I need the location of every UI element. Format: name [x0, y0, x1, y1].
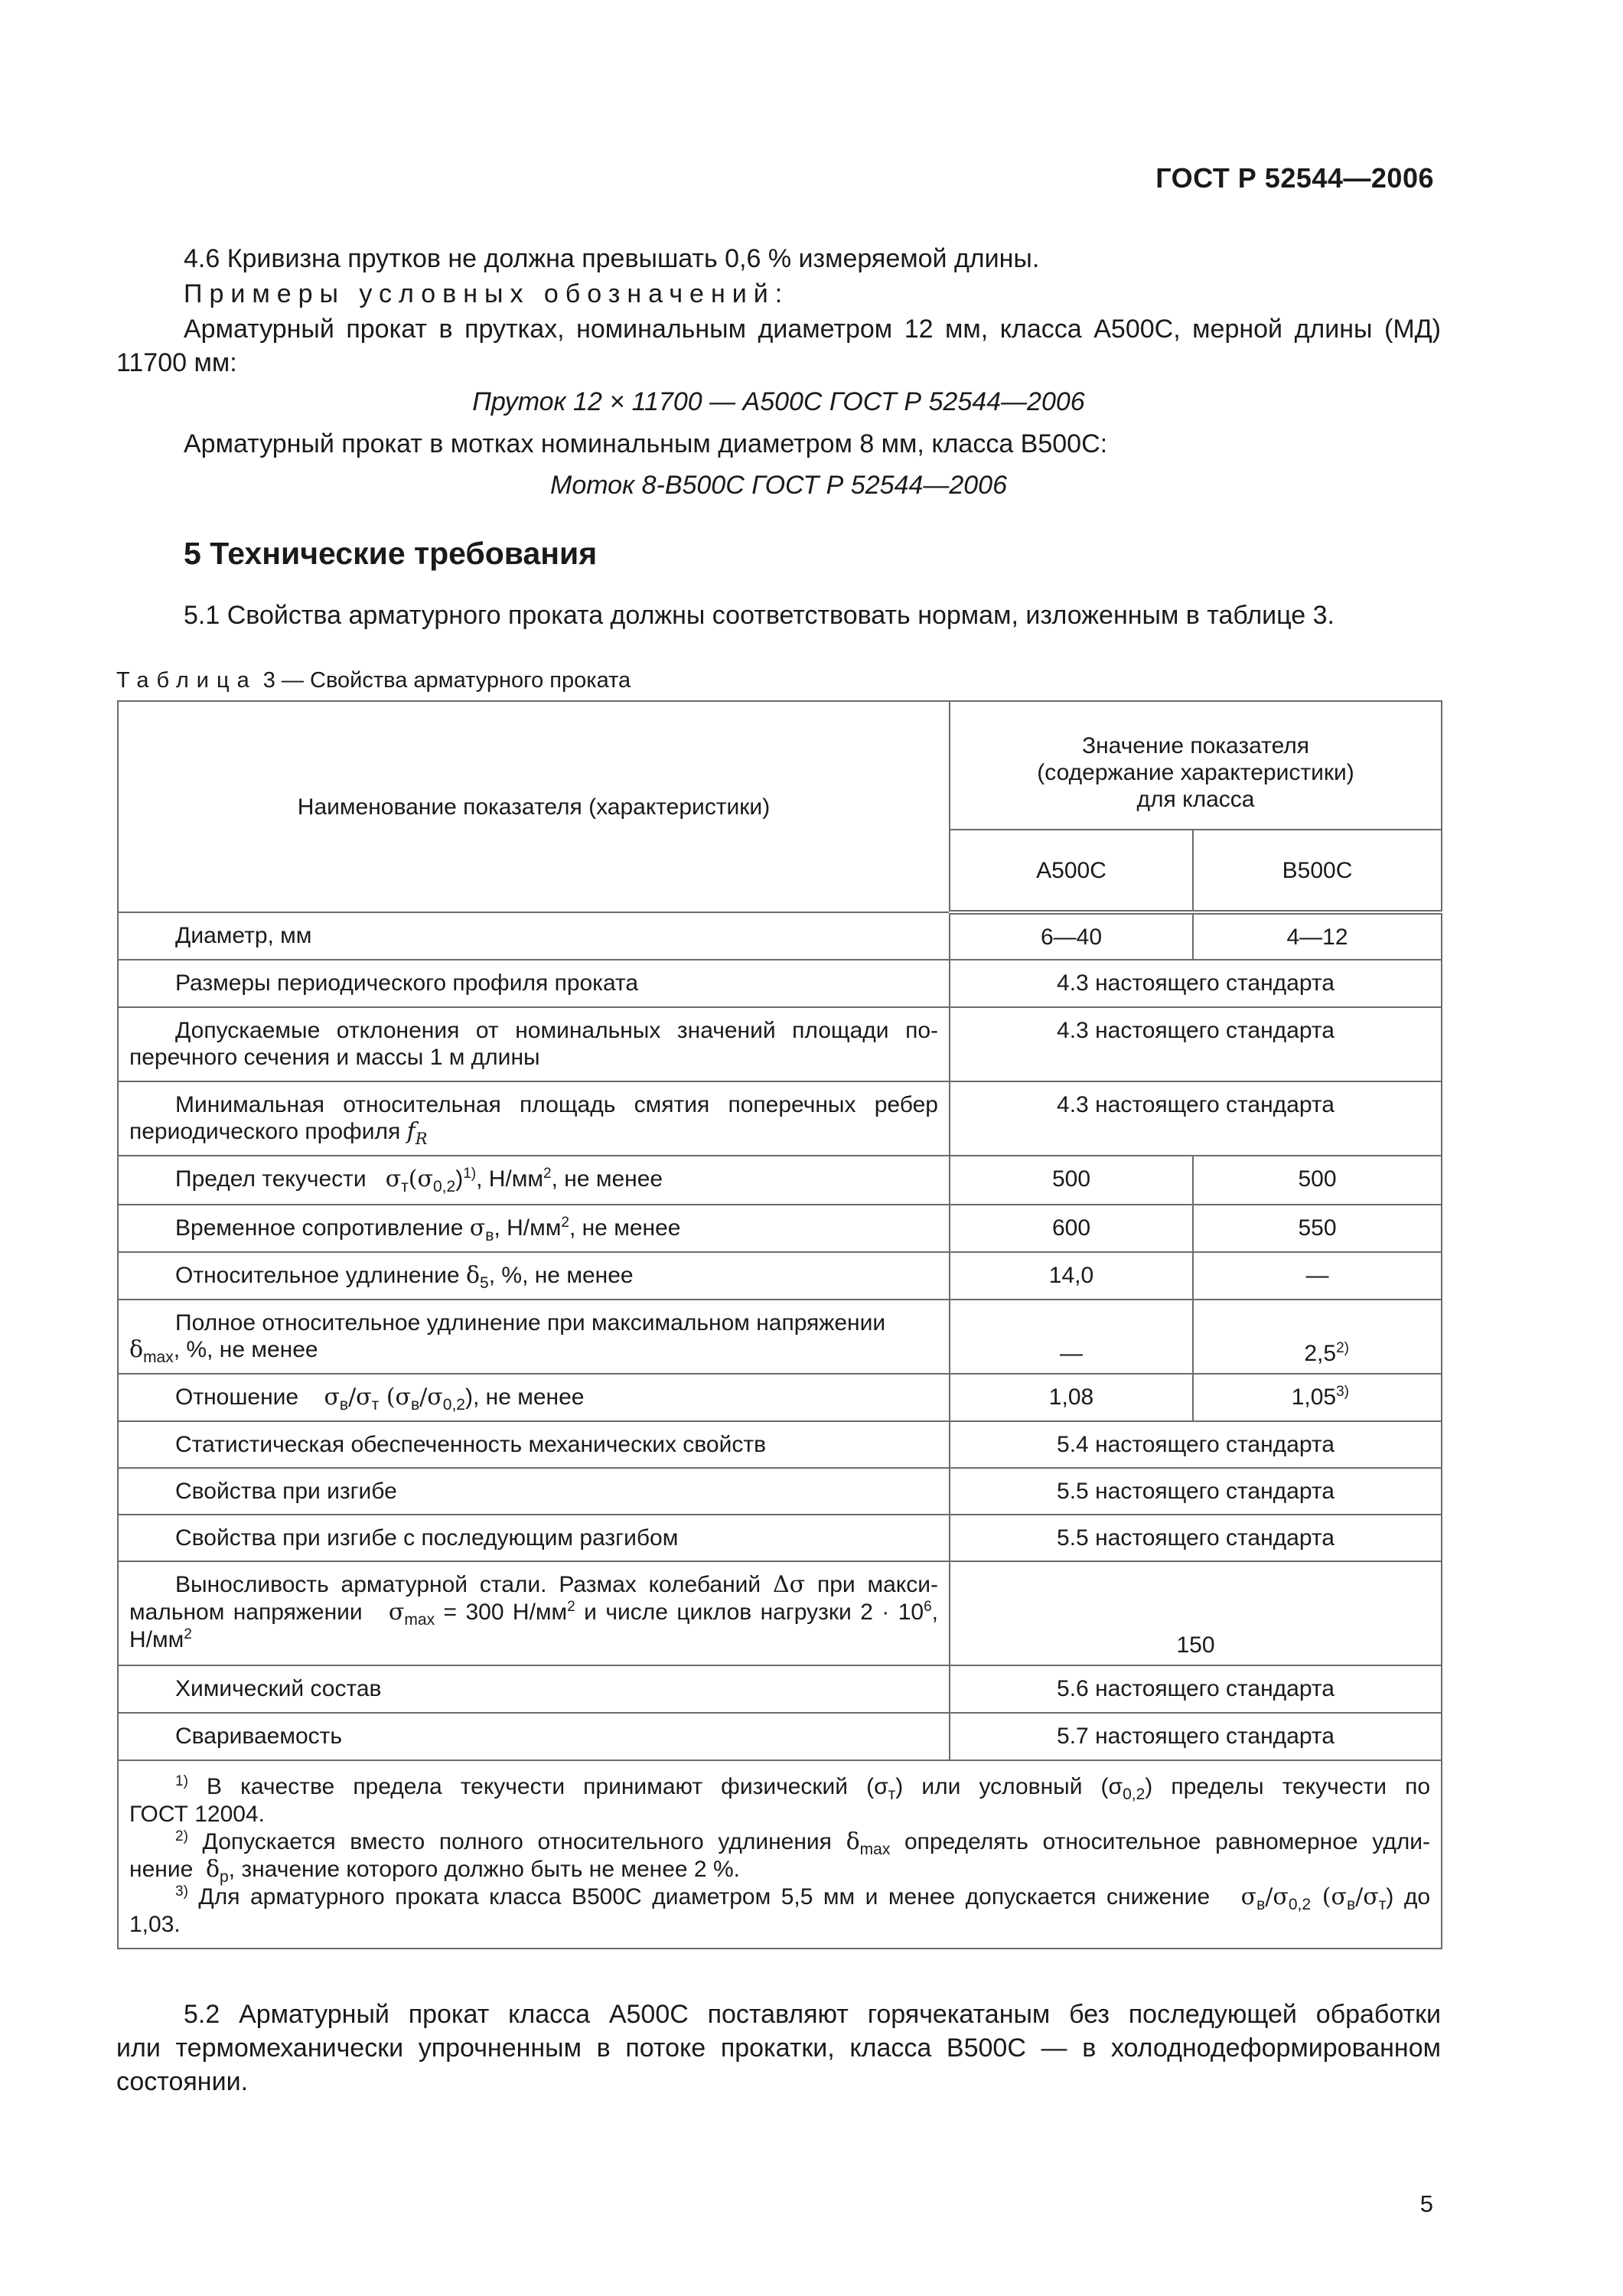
row-rebend-name: Свойства при изгибе с последующим разгибом [118, 1515, 950, 1561]
table-row [118, 1156, 1442, 1205]
table-caption-text: 3 — Свойства арматурного проката [262, 668, 631, 693]
row-tensile-a500c: 600 [950, 1205, 1193, 1252]
row-full-elongation-name: Полное относительное удлинение при максимальном напряжении $\delta_{max}$, %, не менее [118, 1300, 950, 1374]
clause-5-2-line2: или термомеханически упрочненным в потоке прокатки, класса В500С — в холоднодеформированном [116, 2033, 1441, 2063]
row-elongation-name: Относительное удлинение $\delta_5$, %, не менее [118, 1252, 950, 1300]
clause-4-6: 4.6 Кривизна прутков не должна превышать 0,6 % измеряемой длины. [184, 244, 1040, 273]
table-row [118, 1561, 1442, 1665]
table-caption [116, 668, 631, 693]
table-footnotes: $^{1)}$ В качестве предела текучести принимают физический $(\sigma_т)$ или условный $(\sigma_{0,2})$ пределы текучести по ГОСТ 12004. $^{2)}$ Допускается вместо полного относительного удлинения $\delta_{max}$ определять относительное равномерное удли- нение $\delta_p$, значение которого должно быть не менее 2 %. $^{3)}$ Для арматурного проката класса В500С диаметром 5,5 мм и менее допускается снижение $\sigma_в/\sigma_{0,2}$ $(\sigma_в/\sigma_т)$ до 1,03. [118, 1760, 1442, 1949]
row-rib-area-name: Минимальная относительная площадь смятия поперечных ребер периодического профиля $f_R$ [118, 1081, 950, 1156]
header-parameter-name: Наименование показателя (характеристики) [118, 701, 950, 912]
table-notes-row [118, 1760, 1442, 1949]
row-stat-value: 5.4 настоящего стандарта [950, 1421, 1442, 1468]
example1-text: Арматурный прокат в прутках, номинальным диаметром 12 мм, класса А500С, мерной длины (МД) [184, 315, 1441, 344]
row-profile-value: 4.3 настоящего стандарта [950, 960, 1442, 1007]
section-title: 5 Технические требования [184, 536, 598, 571]
footnote-1: $^{1)}$ В качестве предела текучести принимают физический $(\sigma_т)$ или условный $(\sigma_{0,2})$ пределы текучести по [175, 1773, 1431, 1803]
table-row [118, 1515, 1442, 1561]
page-number: 5 [1419, 2190, 1433, 2217]
table-row [118, 1252, 1442, 1300]
row-elongation-b500c: — [1193, 1252, 1442, 1300]
row-diameter-b500c: 4—12 [1193, 912, 1442, 960]
row-yield-name: Предел текучести $\sigma_т(\sigma_{0,2})^{1)}$, $Н/мм^2$, не менее [118, 1156, 950, 1205]
row-fatigue-name: Выносливость арматурной стали. Размах колебаний Δσ при макси- мальном напряжении $\sigma_{max} = 300$ $Н/мм^2$ и числе циклов нагрузки $2 \cdot 10^6$, $Н/мм^2$ [118, 1561, 950, 1665]
table-row [118, 1007, 1442, 1081]
example2-text: Арматурный прокат в мотках номинальным диаметром 8 мм, класса В500С: [184, 429, 1108, 458]
row-bend-name: Свойства при изгибе [118, 1468, 950, 1515]
row-profile-name: Размеры периодического профиля проката [118, 960, 950, 1007]
example1-text-cont: 11700 мм: [116, 348, 237, 377]
row-bend-value: 5.5 настоящего стандарта [950, 1468, 1442, 1515]
clause-5-2-line1: 5.2 Арматурный прокат класса А500С поставляют горячекатаным без последующей обработки [184, 2000, 1441, 2029]
row-yield-a500c: 500 [950, 1156, 1193, 1205]
footnote-2: $^{2)}$ Допускается вместо полного относительного удлинения $\delta_{max}$ определять относительное равномерное удли- [175, 1828, 1431, 1858]
row-tolerance-value: 4.3 настоящего стандарта [950, 1007, 1442, 1081]
row-ratio-b500c: 1,05$^{3)}$ [1193, 1374, 1442, 1421]
row-tensile-b500c: 550 [1193, 1205, 1442, 1252]
table-row [118, 1713, 1442, 1760]
row-weld-value: 5.7 настоящего стандарта [950, 1713, 1442, 1760]
header-class-a500c: А500С [950, 830, 1193, 912]
example2-designation: Моток 8-В500С ГОСТ Р 52544—2006 [550, 471, 1007, 500]
table-row [118, 1081, 1442, 1156]
row-rebend-value: 5.5 настоящего стандарта [950, 1515, 1442, 1561]
row-ratio-a500c: 1,08 [950, 1374, 1193, 1421]
table-row [118, 1205, 1442, 1252]
row-chem-value: 5.6 настоящего стандарта [950, 1665, 1442, 1713]
row-stat-name: Статистическая обеспеченность механических свойств [118, 1421, 950, 1468]
table-row [118, 1421, 1442, 1468]
row-diameter-name: Диаметр, мм [118, 912, 950, 960]
table-row [118, 912, 1442, 960]
table-row [118, 960, 1442, 1007]
row-full-elongation-a500c: — [950, 1300, 1193, 1374]
document-header: ГОСТ Р 52544—2006 [1155, 162, 1434, 194]
row-chem-name: Химический состав [118, 1665, 950, 1713]
header-value: Значение показателя (содержание характеристики) для класса [950, 701, 1442, 830]
row-tensile-name: Временное сопротивление $\sigma_в$, $Н/мм^2$, не менее [118, 1205, 950, 1252]
clause-5-1: 5.1 Свойства арматурного проката должны соответствовать нормам, изложенным в таблице 3. [184, 601, 1335, 630]
row-weld-name: Свариваемость [118, 1713, 950, 1760]
footnote-3: $^{3)}$ Для арматурного проката класса В500С диаметром 5,5 мм и менее допускается снижение $\sigma_в/\sigma_{0,2}$ $(\sigma_в/\sigma_т)$ до [175, 1883, 1431, 1913]
example1-designation: Пруток 12 × 11700 — А500С ГОСТ Р 52544—2006 [472, 387, 1085, 416]
clause-5-2-line3: состоянии. [116, 2067, 249, 2096]
properties-table [117, 700, 1442, 1949]
table-row [118, 1665, 1442, 1713]
table-caption-word: Таблица [116, 668, 257, 693]
row-yield-b500c: 500 [1193, 1156, 1442, 1205]
table-row [118, 1300, 1442, 1374]
row-full-elongation-b500c: 2,5$^{2)}$ [1193, 1300, 1442, 1374]
header-class-b500c: В500С [1193, 830, 1442, 912]
row-elongation-a500c: 14,0 [950, 1252, 1193, 1300]
row-fatigue-value: 150 [950, 1561, 1442, 1665]
row-ratio-name: Отношение $\sigma_в/\sigma_т$ $(\sigma_в/\sigma_{0,2})$, не менее [118, 1374, 950, 1421]
table-row [118, 1468, 1442, 1515]
row-tolerance-name: Допускаемые отклонения от номинальных значений площади по- перечного сечения и массы 1 м длины [118, 1007, 950, 1081]
row-rib-area-value: 4.3 настоящего стандарта [950, 1081, 1442, 1156]
table-row [118, 1374, 1442, 1421]
row-diameter-a500c: 6—40 [950, 912, 1193, 960]
examples-title: Примеры условных обозначений: [184, 279, 790, 308]
